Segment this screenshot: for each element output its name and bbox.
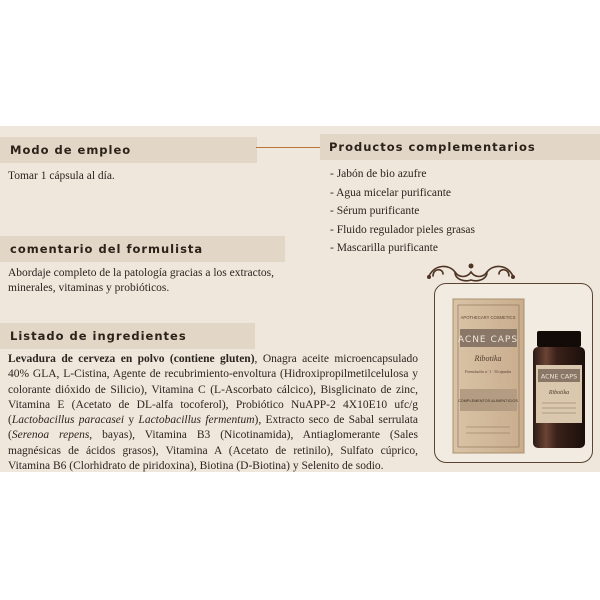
box-header-text: APOTHECARY COSMETICS <box>460 315 516 320</box>
ingredients-species-name: Lactobacillus paracasei <box>11 414 125 427</box>
flourish-ornament <box>425 258 517 288</box>
product-photo <box>444 295 585 457</box>
product-jar <box>533 331 585 448</box>
listado-ingredientes-header <box>0 323 255 349</box>
productos-list-item: - Agua micelar purificante <box>330 186 452 199</box>
productos-list-item: - Sérum purificante <box>330 205 420 217</box>
productos-complementarios-title: Productos complementarios <box>329 140 536 154</box>
productos-list-item: - Fluido regulador pieles grasas <box>330 223 475 236</box>
modo-de-empleo-text: Tomar 1 cápsula al día. <box>8 170 115 182</box>
productos-list-item: - Mascarilla purificante <box>330 242 438 254</box>
section-connector-line <box>256 147 324 148</box>
box-complement-text: COMPLEMENTOS ALIMENTICIOS <box>458 399 518 403</box>
jar-brand: Ribotika <box>548 390 570 396</box>
jar-product-name: ACNE CAPS <box>540 372 578 381</box>
productos-complementarios-header <box>320 134 600 160</box>
box-product-name: ACNE CAPS <box>457 335 519 345</box>
box-tagline: Formulación n.º 1 · 30 cápsulas <box>465 370 511 374</box>
ingredients-text-part: , Onagra aceite microencapsulado 40% GLA, L-Cistina, Agente de recubrimiento-envoltura (Hidroxipropilmetilcelulosa y colorante dióxido de Silicio), Vitamina C (L-Ascorbato cálcico), Bisglicinato de zinc, Vitamina E (Acetato de DL-alfa tocoferol), Probiótico NuAPP-2 4X10E10 ufc/g ( <box>8 353 419 427</box>
ingredients-text-part: ), Extracto seco de Sabal serrulata ( <box>8 414 418 442</box>
ingredients-species-name: Lactobacillus fermentum <box>138 414 255 427</box>
ingredients-allergen-intro: Levadura de cerveza en polvo (contiene gluten) <box>8 353 255 365</box>
productos-list <box>330 165 590 258</box>
modo-de-empleo-header <box>0 137 257 163</box>
product-box <box>453 299 524 453</box>
comentario-formulista-header <box>0 236 285 262</box>
modo-de-empleo-title: Modo de empleo <box>10 143 132 157</box>
comentario-formulista-title: comentario del formulista <box>10 242 204 256</box>
productos-list-item: - Jabón de bio azufre <box>330 168 427 180</box>
box-brand: Ribotika <box>474 354 502 363</box>
ingredients-text-part: , bayas), Vitamina B3 (Nicotinamida), Antiaglomerante (Sales magnésicas de ácidos grasos), Vitamina A (Acetato de retinilo), Sulfato cúprico, Vitamina B6 (Clorhidrato de piridoxina), Biotina (D-Biotina) y Selenito de sodio. <box>8 429 418 473</box>
comentario-formulista-text: Abordaje completo de la patología gracias a los extractos, minerales, vitaminas y probióticos. <box>8 267 274 295</box>
ingredients-paragraph <box>8 352 418 474</box>
ingredients-text-part: y <box>124 414 139 427</box>
listado-ingredientes-title: Listado de ingredientes <box>10 329 187 343</box>
ingredients-species-name: Serenoa repens <box>11 429 90 442</box>
